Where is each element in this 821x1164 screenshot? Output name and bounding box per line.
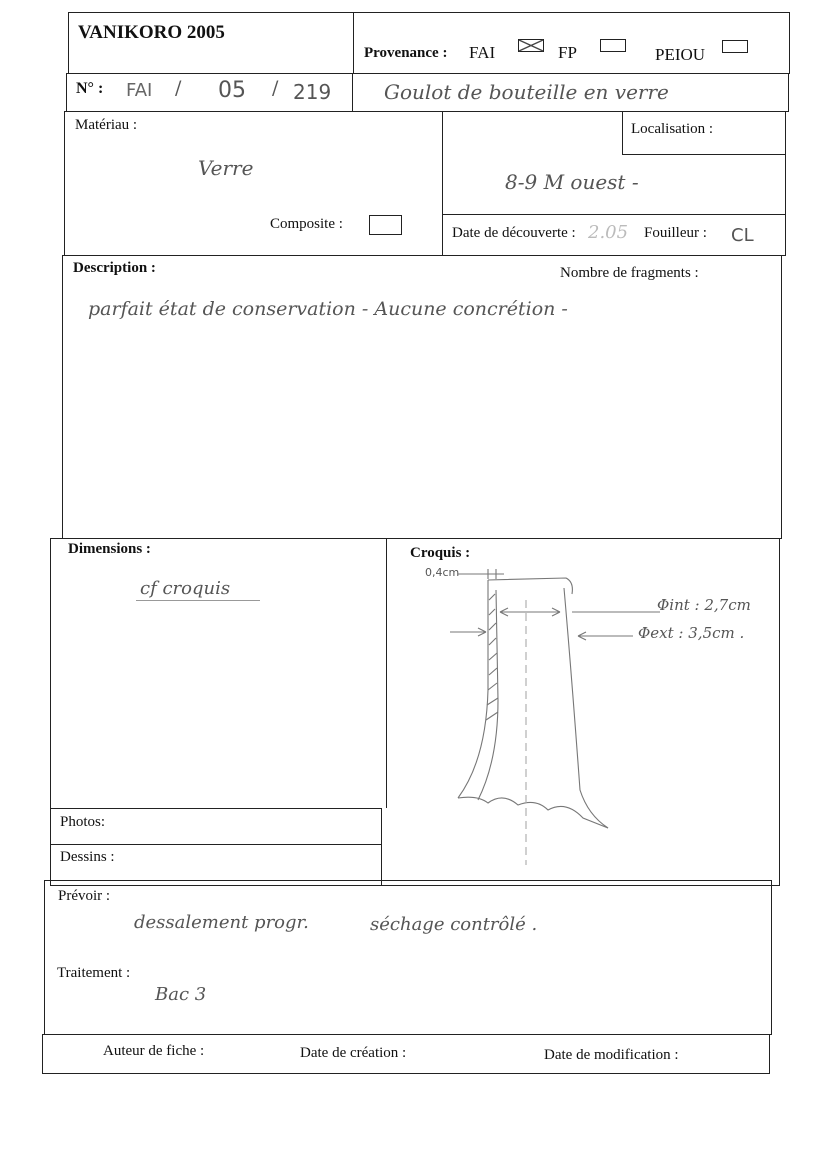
sketch-outer-diameter-value[interactable]: Φext : 3,5cm . — [638, 624, 745, 642]
number-prefix-value[interactable]: FAI — [126, 80, 153, 101]
discovery-date-value[interactable]: 2.05 — [588, 222, 629, 243]
material-label: Matériau : — [75, 117, 138, 133]
plan-value-2[interactable]: séchage contrôlé . — [370, 914, 538, 935]
digger-value[interactable]: CL — [731, 225, 754, 246]
composite-checkbox[interactable] — [369, 215, 402, 235]
slash-separator-2: / — [272, 77, 279, 99]
provenance-option-fai-label: FAI — [469, 43, 496, 62]
dimensions-value[interactable]: cf croquis — [140, 578, 231, 599]
sketch-thickness-value[interactable]: 0,4cm — [425, 566, 460, 579]
provenance-option-fp-checkbox[interactable] — [600, 39, 626, 52]
discovery-date-label: Date de découverte : — [452, 225, 576, 241]
form-title: VANIKORO 2005 — [78, 22, 225, 43]
plan-value-1[interactable]: dessalement progr. — [134, 912, 309, 933]
treatment-label: Traitement : — [57, 965, 131, 981]
modification-date-label: Date de modification : — [544, 1047, 679, 1063]
description-value[interactable]: parfait état de conservation - Aucune concrétion - — [88, 298, 568, 320]
author-label: Auteur de fiche : — [103, 1043, 205, 1059]
provenance-option-peiou-label: PEIOU — [655, 45, 706, 64]
drawings-top-line — [50, 844, 382, 845]
discovery-row-line — [442, 214, 786, 215]
drawings-label: Dessins : — [60, 849, 115, 865]
provenance-label: Provenance : — [364, 45, 448, 61]
number-label: N° : — [76, 80, 104, 97]
number-year-value[interactable]: 05 — [218, 78, 246, 103]
creation-date-label: Date de création : — [300, 1045, 407, 1061]
dimensions-underline — [136, 600, 260, 601]
sketch-inner-diameter-value[interactable]: Φint : 2,7cm — [657, 596, 751, 614]
slash-separator-1: / — [175, 77, 182, 99]
number-value[interactable]: 219 — [293, 80, 332, 104]
digger-label: Fouilleur : — [644, 225, 707, 241]
photos-top-line — [50, 808, 382, 809]
material-value[interactable]: Verre — [198, 156, 254, 180]
location-label: Localisation : — [631, 121, 714, 137]
object-name-value[interactable]: Goulot de bouteille en verre — [384, 80, 669, 104]
description-label: Description : — [73, 260, 156, 276]
dimensions-label: Dimensions : — [68, 541, 151, 557]
treatment-value[interactable]: Bac 3 — [155, 984, 207, 1005]
dimensions-sketch-divider — [386, 538, 387, 808]
material-location-divider — [442, 111, 443, 256]
fragments-label: Nombre de fragments : — [560, 265, 699, 281]
dimensions-sketch-divider-lower — [381, 808, 382, 886]
provenance-option-fp-label: FP — [558, 43, 577, 62]
plan-label: Prévoir : — [58, 888, 111, 904]
provenance-option-peiou-checkbox[interactable] — [722, 40, 748, 53]
provenance-option-fai-checkbox[interactable] — [518, 39, 544, 52]
checked-cross-icon — [518, 39, 544, 52]
photos-label: Photos: — [60, 814, 106, 830]
composite-label: Composite : — [270, 216, 343, 232]
header-divider — [353, 12, 354, 74]
location-value[interactable]: 8-9 M ouest - — [505, 170, 639, 194]
sketch-label: Croquis : — [410, 545, 471, 561]
plan-treatment-section — [44, 880, 772, 1035]
number-row-divider — [352, 73, 353, 112]
